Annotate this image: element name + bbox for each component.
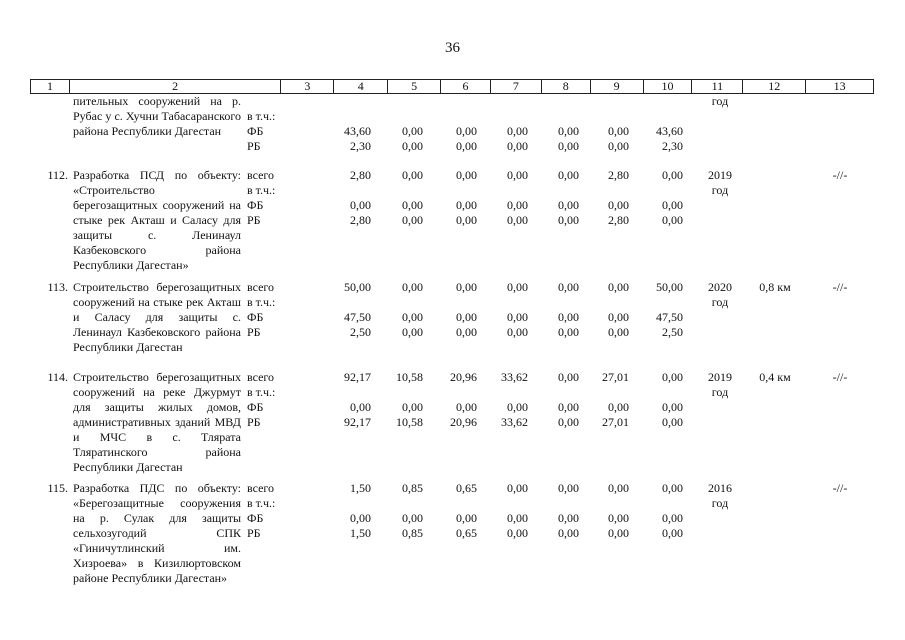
value-col-7: 0,00 [507, 511, 528, 525]
value-col-6: 0,00 [456, 400, 477, 414]
value-col-10: 0,00 [662, 198, 683, 212]
value-col-5: 0,00 [402, 124, 423, 138]
row-number: 112. [47, 168, 68, 182]
value-col-10: 0,00 [662, 511, 683, 525]
value-col-8: 0,00 [558, 370, 579, 384]
value-col-7: 0,00 [507, 481, 528, 495]
value-col-8: 0,00 [558, 310, 579, 324]
value-col-6: 0,65 [456, 481, 477, 495]
value-col-5: 0,00 [402, 400, 423, 414]
value-col-6: 0,00 [456, 168, 477, 182]
value-col-4: 0,00 [350, 511, 371, 525]
value-col-9: 0,00 [608, 280, 629, 294]
year-cell: 2019 год [708, 168, 732, 197]
value-col-10: 0,00 [662, 370, 683, 384]
executor-cell: -//- [832, 370, 848, 384]
value-col-4: 92,17 [344, 415, 371, 429]
value-col-10: 0,00 [662, 415, 683, 429]
value-col-6: 20,96 [450, 370, 477, 384]
value-col-5: 0,00 [402, 213, 423, 227]
value-col-5: 10,58 [396, 370, 423, 384]
value-col-10: 0,00 [662, 481, 683, 495]
value-col-7: 0,00 [507, 198, 528, 212]
value-col-10: 43,60 [656, 124, 683, 138]
funding-kind: ФБ [247, 198, 264, 212]
value-col-8: 0,00 [558, 139, 579, 153]
value-col-10: 2,50 [662, 325, 683, 339]
value-col-4: 1,50 [350, 481, 371, 495]
value-col-8: 0,00 [558, 213, 579, 227]
column-header: 11 [691, 80, 742, 93]
column-header: 10 [643, 80, 692, 93]
row-number: 114. [47, 370, 68, 384]
value-col-10: 2,30 [662, 139, 683, 153]
value-col-7: 0,00 [507, 280, 528, 294]
value-col-4: 0,00 [350, 198, 371, 212]
funding-kind: РБ [247, 213, 261, 227]
executor-cell: -//- [832, 481, 848, 495]
page-number: 36 [445, 40, 460, 56]
year-cell: 2020 год [708, 280, 732, 309]
object-name: Разработка ПСД по объекту: «Строительство берегозащитных сооружений на стыке рек Акташ и Саласу для защиты с. Ленинаул Казбековского района Республики Дагестан» [73, 168, 241, 272]
value-col-6: 0,00 [456, 139, 477, 153]
value-col-7: 33,62 [501, 370, 528, 384]
value-col-9: 0,00 [608, 325, 629, 339]
value-col-4: 2,50 [350, 325, 371, 339]
value-col-10: 0,00 [662, 213, 683, 227]
value-col-7: 0,00 [507, 168, 528, 182]
value-col-7: 0,00 [507, 400, 528, 414]
value-col-8: 0,00 [558, 124, 579, 138]
object-name: Строительство берегозащитных сооружений на реке Джурмут для защиты жилых домов, административных зданий МВД и МЧС в с. Тлярата Тляратинского района Республики Дагестан [73, 370, 241, 474]
value-col-9: 27,01 [602, 370, 629, 384]
column-number-header [30, 79, 874, 94]
value-col-5: 0,00 [402, 198, 423, 212]
value-col-4: 2,80 [350, 213, 371, 227]
value-col-9: 2,80 [608, 213, 629, 227]
value-col-7: 0,00 [507, 124, 528, 138]
value-col-6: 0,00 [456, 310, 477, 324]
value-col-4: 92,17 [344, 370, 371, 384]
column-header: 5 [387, 80, 440, 93]
funding-kind: РБ [247, 415, 261, 429]
value-col-9: 0,00 [608, 526, 629, 540]
column-header: 4 [333, 80, 387, 93]
value-col-9: 0,00 [608, 400, 629, 414]
value-col-10: 0,00 [662, 526, 683, 540]
column-header: 3 [280, 80, 333, 93]
value-col-4: 1,50 [350, 526, 371, 540]
value-col-7: 33,62 [501, 415, 528, 429]
value-col-7: 0,00 [507, 310, 528, 324]
value-col-4: 2,80 [350, 168, 371, 182]
value-col-6: 0,00 [456, 124, 477, 138]
value-col-10: 0,00 [662, 400, 683, 414]
funding-kind: ФБ [247, 511, 264, 525]
column-header: 13 [805, 80, 873, 93]
executor-cell: -//- [832, 168, 848, 182]
value-col-9: 0,00 [608, 511, 629, 525]
value-col-9: 0,00 [608, 124, 629, 138]
value-col-7: 0,00 [507, 139, 528, 153]
funding-kind: всего [247, 481, 275, 495]
value-col-6: 0,00 [456, 198, 477, 212]
funding-kind: в т.ч.: [247, 183, 276, 197]
year-cell: 2016 год [708, 481, 732, 510]
value-col-4: 2,30 [350, 139, 371, 153]
column-header: 9 [590, 80, 643, 93]
funding-kind: ФБ [247, 400, 264, 414]
funding-kind: в т.ч.: [247, 496, 276, 510]
value-col-6: 0,00 [456, 280, 477, 294]
funding-kind: всего [247, 168, 275, 182]
value-col-5: 10,58 [396, 415, 423, 429]
column-header: 7 [490, 80, 541, 93]
funding-kind: в т.ч.: [247, 109, 276, 123]
value-col-8: 0,00 [558, 325, 579, 339]
funding-kind: в т.ч.: [247, 385, 276, 399]
column-header: 1 [46, 79, 53, 93]
value-col-9: 0,00 [608, 198, 629, 212]
value-col-9: 0,00 [608, 139, 629, 153]
value-col-5: 0,85 [402, 481, 423, 495]
value-col-9: 27,01 [602, 415, 629, 429]
executor-cell: -//- [832, 280, 848, 294]
value-col-5: 0,00 [402, 325, 423, 339]
value-col-7: 0,00 [507, 526, 528, 540]
value-col-5: 0,00 [402, 280, 423, 294]
value-col-5: 0,00 [402, 139, 423, 153]
value-col-4: 50,00 [344, 280, 371, 294]
year-cell: 2019 год [708, 370, 732, 399]
value-col-5: 0,85 [402, 526, 423, 540]
value-col-8: 0,00 [558, 198, 579, 212]
funding-kind: в т.ч.: [247, 295, 276, 309]
value-col-6: 0,00 [456, 213, 477, 227]
year-cell: год [711, 94, 729, 108]
row-number: 115. [47, 481, 68, 495]
value-col-6: 0,00 [456, 511, 477, 525]
value-col-9: 0,00 [608, 481, 629, 495]
value-col-4: 47,50 [344, 310, 371, 324]
value-col-7: 0,00 [507, 325, 528, 339]
value-col-8: 0,00 [558, 511, 579, 525]
value-col-8: 0,00 [558, 168, 579, 182]
value-col-5: 0,00 [402, 168, 423, 182]
value-col-8: 0,00 [558, 400, 579, 414]
value-col-6: 0,00 [456, 325, 477, 339]
value-col-9: 0,00 [608, 310, 629, 324]
column-header: 2 [69, 80, 281, 93]
object-name: Разработка ПДС по объекту: «Берегозащитные сооружения на р. Сулак для защиты сельхозугодий СПК «Гиничутлинский им. Хизроева» в Кизилюртовском районе Республики Дагестан» [73, 481, 241, 585]
value-col-6: 20,96 [450, 415, 477, 429]
value-col-5: 0,00 [402, 511, 423, 525]
funding-kind: ФБ [247, 310, 264, 324]
funding-kind: РБ [247, 526, 261, 540]
value-col-9: 2,80 [608, 168, 629, 182]
row-number: 113. [47, 280, 68, 294]
value-col-8: 0,00 [558, 526, 579, 540]
funding-kind: всего [247, 370, 275, 384]
column-header: 12 [742, 80, 805, 93]
column-header: 8 [541, 80, 590, 93]
funding-kind: РБ [247, 139, 261, 153]
object-name: Строительство берегозащитных сооружений на стыке рек Акташ и Саласу для защиты с. Ленинаул Казбековского района Республики Дагестан [73, 280, 241, 354]
funding-kind: всего [247, 280, 275, 294]
value-col-4: 0,00 [350, 400, 371, 414]
value-col-4: 43,60 [344, 124, 371, 138]
object-name: пительных сооружений на р. Рубас у с. Хучни Табасаранского района Республики Дагестан [73, 94, 241, 138]
value-col-8: 0,00 [558, 415, 579, 429]
value-col-7: 0,00 [507, 213, 528, 227]
value-col-5: 0,00 [402, 310, 423, 324]
capacity-cell: 0,8 км [759, 280, 791, 294]
funding-kind: РБ [247, 325, 261, 339]
value-col-10: 0,00 [662, 168, 683, 182]
capacity-cell: 0,4 км [759, 370, 791, 384]
column-header: 6 [440, 80, 490, 93]
value-col-10: 50,00 [656, 280, 683, 294]
value-col-8: 0,00 [558, 481, 579, 495]
value-col-6: 0,65 [456, 526, 477, 540]
funding-kind: ФБ [247, 124, 264, 138]
value-col-10: 47,50 [656, 310, 683, 324]
value-col-8: 0,00 [558, 280, 579, 294]
